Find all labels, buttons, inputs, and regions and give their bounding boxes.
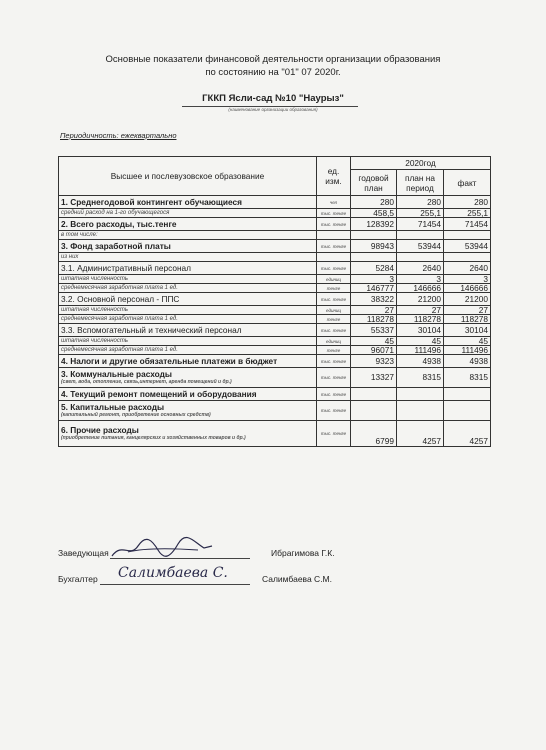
cell-plan-period [397,231,444,240]
table-row [59,346,491,355]
cell-plan-year: 280 [351,196,397,209]
cell-plan-year: 146777 [351,284,397,293]
cell-plan-period: 30104 [397,324,444,337]
header-plan-year: годовой план [351,170,397,196]
cell-plan-period: 27 [397,306,444,315]
row-unit: тенге [317,315,351,324]
table-row [59,388,491,401]
row-label [59,262,317,275]
row-unit: единиц [317,275,351,284]
row-label [59,218,317,231]
row-label-text: 4. Налоги и другие обязательные платежи в бюджет [61,355,278,366]
row-unit: тыс. тенге [317,218,351,231]
cell-fact: 2640 [444,262,491,275]
row-label-text: из них [61,253,79,260]
cell-plan-period: 118278 [397,315,444,324]
table-row [59,401,491,421]
row-label-text: 6. Прочие расходы [61,425,139,435]
cell-fact: 45 [444,337,491,346]
row-label-text: 3. Фонд заработной платы [61,240,171,251]
cell-plan-period: 8315 [397,368,444,388]
cell-fact: 146666 [444,284,491,293]
head-role: Заведующая [58,548,109,558]
cell-plan-year: 45 [351,337,397,346]
row-label-text: штатная численность [61,275,129,282]
cell-plan-year: 38322 [351,293,397,306]
cell-plan-period: 45 [397,337,444,346]
accountant-signature-line [100,584,250,585]
cell-plan-period [397,388,444,401]
row-label [59,253,317,262]
row-label-text: 3.1. Административный персонал [61,262,192,273]
cell-fact [444,253,491,262]
table-row [59,337,491,346]
row-label-text: штатная численность [61,306,129,313]
row-unit: тенге [317,284,351,293]
accountant-role: Бухгалтер [58,574,98,584]
cell-fact [444,388,491,401]
cell-plan-year: 118278 [351,315,397,324]
cell-plan-year: 3 [351,275,397,284]
row-unit: тыс. тенге [317,324,351,337]
cell-fact: 8315 [444,368,491,388]
cell-fact: 30104 [444,324,491,337]
cell-plan-period: 3 [397,275,444,284]
row-label [59,324,317,337]
table-row [59,324,491,337]
head-name: Ибрагимова Г.К. [271,548,335,558]
cell-fact: 118278 [444,315,491,324]
row-label [59,346,317,355]
organization-name: ГККП Ясли-сад №10 "Наурыз" [202,93,344,104]
header-indicator: Высшее и послевузовское образование [59,157,317,196]
cell-plan-period: 21200 [397,293,444,306]
cell-plan-year [351,401,397,421]
head-signature-icon [108,536,218,562]
table-row [59,231,491,240]
row-unit: единиц [317,306,351,315]
cell-plan-period: 111496 [397,346,444,355]
table-row [59,284,491,293]
cell-plan-year: 13327 [351,368,397,388]
row-label [59,388,317,401]
row-unit [317,231,351,240]
row-label-text: 5. Капитальные расходы [61,402,165,412]
cell-plan-period: 280 [397,196,444,209]
row-label [59,421,317,447]
cell-plan-period: 2640 [397,262,444,275]
row-unit: тыс. тенге [317,355,351,368]
cell-plan-year: 458,5 [351,209,397,218]
row-label [59,401,317,421]
row-label-text: средний расход на 1-го обучающегося [61,209,170,216]
row-unit: тыс. тенге [317,293,351,306]
table-row [59,306,491,315]
periodicity: Периодичность: ежеквартально [60,131,177,140]
row-label-text: штатная численность [61,337,129,344]
row-unit: единиц [317,337,351,346]
cell-plan-year: 98943 [351,240,397,253]
row-label-text: среднемесячная заработная плата 1 ед. [61,346,178,353]
row-label [59,315,317,324]
cell-plan-year: 27 [351,306,397,315]
cell-fact: 255,1 [444,209,491,218]
row-unit: тыс. тенге [317,368,351,388]
row-label [59,293,317,306]
table-row [59,355,491,368]
cell-plan-year: 55337 [351,324,397,337]
cell-plan-period [397,253,444,262]
table-row [59,240,491,253]
row-unit: тенге [317,346,351,355]
row-label-text: 4. Текущий ремонт помещений и оборудования [61,388,257,399]
table-row [59,209,491,218]
table-row [59,315,491,324]
cell-fact [444,401,491,421]
row-label [59,196,317,209]
row-label-text: 3. Коммунальные расходы [61,369,172,379]
row-unit: тыс. тенге [317,401,351,421]
header-fact: факт [444,170,491,196]
header-unit: ед. изм. [317,157,351,196]
cell-plan-period: 255,1 [397,209,444,218]
cell-plan-period: 146666 [397,284,444,293]
cell-fact: 27 [444,306,491,315]
cell-plan-period: 4257 [397,421,444,447]
row-note: (свет, вода, отопление, связь,интернет, аренда помещений и др.) [61,379,232,385]
cell-plan-year [351,231,397,240]
header-year: 2020год [351,157,491,170]
cell-plan-period: 53944 [397,240,444,253]
row-label [59,209,317,218]
row-label [59,337,317,346]
row-label-text: среднемесячная заработная плата 1 ед. [61,284,178,291]
cell-fact: 111496 [444,346,491,355]
cell-fact: 21200 [444,293,491,306]
row-label [59,231,317,240]
cell-fact: 71454 [444,218,491,231]
cell-plan-year: 6799 [351,421,397,447]
table-row [59,421,491,447]
table-row [59,275,491,284]
row-label-text: 3.2. Основной персонал - ППС [61,293,180,304]
accountant-name: Салимбаева С.М. [262,574,332,584]
row-unit: тыс. тенге [317,388,351,401]
table-row [59,253,491,262]
row-label-text: 3.3. Вспомогательный и технический персонал [61,324,242,335]
row-unit [317,253,351,262]
cell-plan-year: 9323 [351,355,397,368]
row-label-text: в том числе: [61,231,98,238]
document-title-line2: по состоянию на "01" 07 2020г. [205,67,341,78]
cell-fact: 3 [444,275,491,284]
cell-fact [444,231,491,240]
cell-plan-year: 5284 [351,262,397,275]
row-label [59,368,317,388]
row-label [59,355,317,368]
row-label-text: 1. Среднегодовой контингент обучающиеся [61,196,242,207]
table-row [59,196,491,209]
cell-fact: 280 [444,196,491,209]
row-unit: чел [317,196,351,209]
table-row [59,293,491,306]
row-note: (капитальный ремонт, приобретение основных средств) [61,412,211,418]
cell-plan-year [351,253,397,262]
row-label [59,306,317,315]
row-label [59,275,317,284]
header-plan-period: план на период [397,170,444,196]
row-note: (приобретение питания, канцелярских и хозяйственных товаров и др.) [61,435,246,441]
table-row [59,262,491,275]
cell-plan-year: 128392 [351,218,397,231]
organization-caption: (наименование организации образования) [228,107,318,112]
cell-plan-year: 96071 [351,346,397,355]
cell-plan-period: 4938 [397,355,444,368]
table-row [59,218,491,231]
cell-plan-period: 71454 [397,218,444,231]
row-unit: тыс. тенге [317,262,351,275]
row-label [59,284,317,293]
row-label [59,240,317,253]
cell-fact: 4938 [444,355,491,368]
cell-fact: 53944 [444,240,491,253]
financial-table [58,156,491,447]
row-unit: тыс. тенге [317,209,351,218]
accountant-handwriting: Салимбаева С. [118,565,228,581]
cell-fact: 4257 [444,421,491,447]
document-title-line1: Основные показатели финансовой деятельности организации образования [105,54,441,65]
table-row [59,368,491,388]
row-unit: тыс. тенге [317,421,351,447]
cell-plan-period [397,401,444,421]
row-label-text: среднемесячная заработная плата 1 ед. [61,315,178,322]
row-label-text: 2. Всего расходы, тыс.тенге [61,218,177,229]
cell-plan-year [351,388,397,401]
row-unit: тыс. тенге [317,240,351,253]
